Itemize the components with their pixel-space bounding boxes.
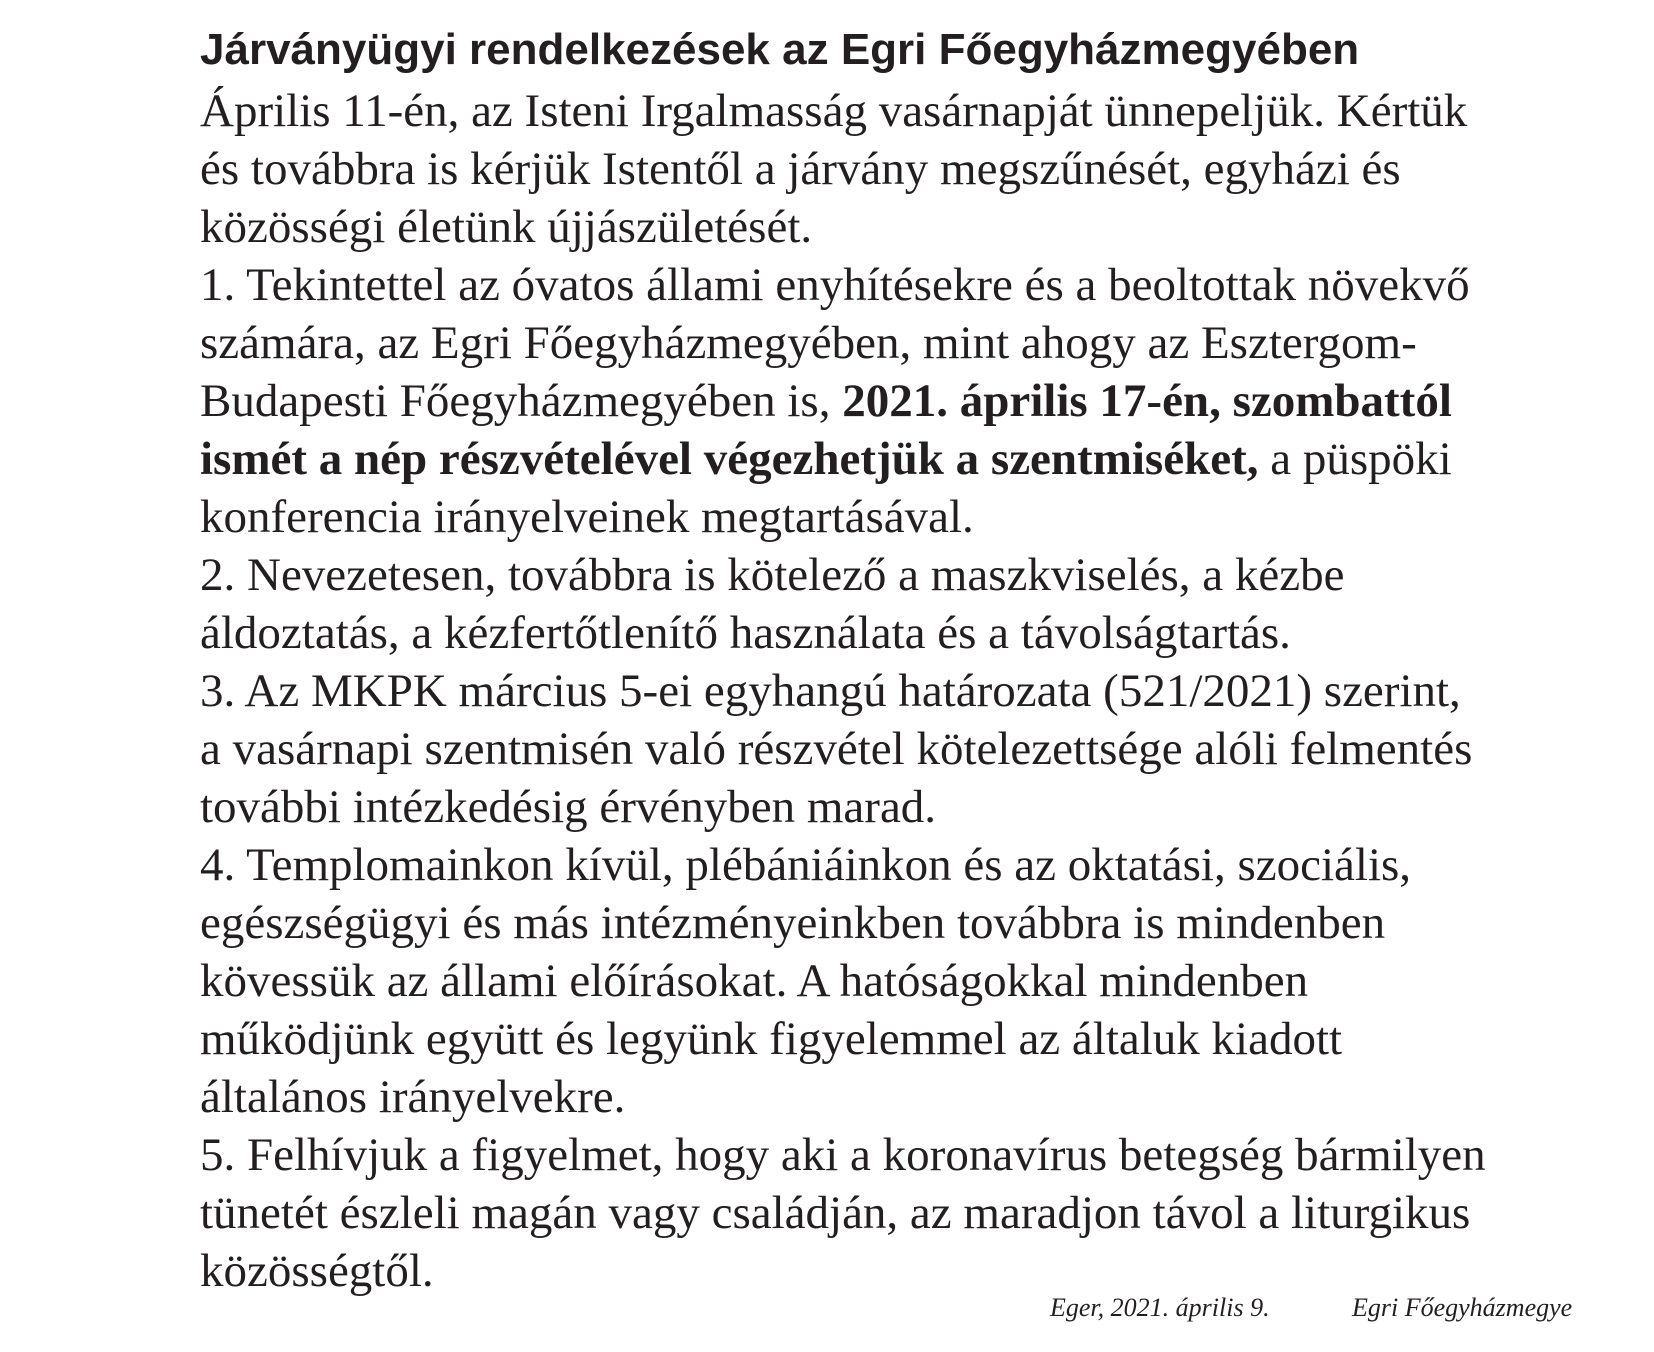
point-2-line: áldoztatás, a kézfertőtlenítő használata és a távolságtartás. xyxy=(200,607,1291,659)
point-5-paragraph xyxy=(200,1126,1590,1300)
point-1-line: konferencia irányelveinek megtartásával. xyxy=(200,491,974,543)
intro-paragraph xyxy=(200,82,1590,256)
point-4-paragraph xyxy=(200,836,1590,1126)
point-3-paragraph xyxy=(200,662,1590,836)
point-1-text: a püspöki xyxy=(1258,433,1452,485)
point-5-line: közösségtől. xyxy=(200,1245,434,1297)
document-title: Járványügyi rendelkezések az Egri Főegyházmegyében xyxy=(200,25,1360,74)
point-1-paragraph xyxy=(200,256,1590,546)
point-1-line: számára, az Egri Főegyházmegyében, mint ahogy az Esztergom- xyxy=(200,317,1417,369)
footer-place-date: Eger, 2021. április 9. xyxy=(1050,1293,1270,1322)
point-1-line xyxy=(200,430,1590,488)
point-3-line: a vasárnapi szentmisén való részvétel kötelezettsége alóli felmentés xyxy=(200,723,1473,775)
intro-line: Április 11-én, az Isteni Irgalmasság vasárnapját ünnepeljük. Kértük xyxy=(200,85,1468,137)
point-4-line: 4. Templomainkon kívül, plébániáinkon és az oktatási, szociális, xyxy=(200,839,1412,891)
point-3-line: további intézkedésig érvényben marad. xyxy=(200,781,937,833)
point-5-line: tünetét észleli magán vagy családján, az maradjon távol a liturgikus xyxy=(200,1187,1471,1239)
point-1-bold-text: 2021. április 17-én, szombattól xyxy=(842,375,1452,427)
point-5-line: 5. Felhívjuk a figyelmet, hogy aki a koronavírus betegség bármilyen xyxy=(200,1129,1486,1181)
point-2-paragraph xyxy=(200,546,1590,662)
point-1-bold-text: ismét a nép részvételével végezhetjük a szentmiséket, xyxy=(200,433,1259,485)
intro-line: közösségi életünk újjászületését. xyxy=(200,201,813,253)
point-4-line: kövessük az állami előírásokat. A hatóságokkal mindenben xyxy=(200,955,1309,1007)
point-2-line: 2. Nevezetesen, továbbra is kötelező a maszkviselés, a kézbe xyxy=(200,549,1345,601)
point-1-text: Budapesti Főegyházmegyében is, xyxy=(200,375,843,427)
document-body xyxy=(200,82,1590,1300)
intro-line: és továbbra is kérjük Istentől a járvány megszűnését, egyházi és xyxy=(200,143,1401,195)
point-4-line: általános irányelvekre. xyxy=(200,1071,626,1123)
point-1-line xyxy=(200,372,1590,430)
point-4-line: működjünk együtt és legyünk figyelemmel az általuk kiadott xyxy=(200,1013,1343,1065)
point-1-line: 1. Tekintettel az óvatos állami enyhítésekre és a beoltottak növekvő xyxy=(200,259,1470,311)
footer-organization: Egri Főegyházmegye xyxy=(1352,1293,1573,1322)
point-3-line: 3. Az MKPK március 5-ei egyhangú határozata (521/2021) szerint, xyxy=(200,665,1461,717)
point-4-line: egészségügyi és más intézményeinkben továbbra is mindenben xyxy=(200,897,1386,949)
